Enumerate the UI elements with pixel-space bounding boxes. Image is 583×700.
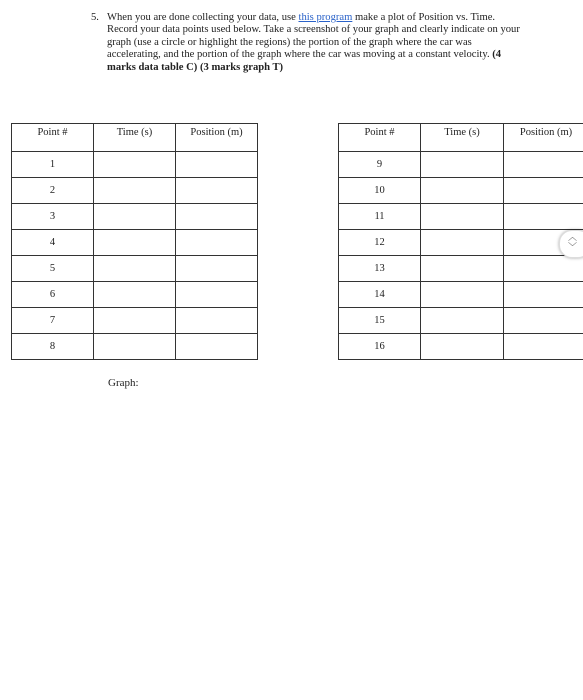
table-row [339,256,583,282]
position-cell[interactable] [176,204,258,230]
position-cell[interactable] [176,178,258,204]
table-row [339,178,583,204]
point-cell: 14 [339,282,421,308]
table-row [12,308,258,334]
position-cell[interactable] [504,308,583,334]
time-cell[interactable] [421,308,504,334]
question-text-start: When you are done collecting your data, use [107,12,299,23]
table-row [339,204,583,230]
graph-label: Graph: [108,377,139,389]
header-time: Time (s) [421,124,504,152]
point-cell: 1 [12,152,94,178]
point-cell: 9 [339,152,421,178]
table-row [12,204,258,230]
point-cell: 15 [339,308,421,334]
time-cell[interactable] [421,256,504,282]
chevron-down-icon[interactable]: ﹀ [568,243,578,253]
point-cell: 4 [12,230,94,256]
time-cell[interactable] [421,230,504,256]
point-cell: 8 [12,334,94,360]
position-cell[interactable] [504,334,583,360]
point-cell: 11 [339,204,421,230]
table-row [12,230,258,256]
position-cell[interactable] [176,256,258,282]
table-row [12,152,258,178]
marks-text: (4 marks data table C) (3 marks graph T) [107,49,502,73]
position-cell[interactable] [504,178,583,204]
position-cell[interactable] [176,334,258,360]
header-position: Position (m) [176,124,258,152]
table-header-row [12,124,258,152]
time-cell[interactable] [421,282,504,308]
position-cell[interactable] [176,152,258,178]
table-row [339,152,583,178]
table-row [339,230,583,256]
data-table-right [338,123,583,360]
data-table-left [11,123,258,360]
table-header-row [339,124,583,152]
point-cell: 5 [12,256,94,282]
position-cell[interactable] [176,230,258,256]
point-cell: 13 [339,256,421,282]
position-cell[interactable] [176,282,258,308]
time-cell[interactable] [94,256,176,282]
position-cell[interactable] [176,308,258,334]
table-row [12,256,258,282]
position-cell[interactable] [504,282,583,308]
point-cell: 12 [339,230,421,256]
table-row [339,308,583,334]
time-cell[interactable] [94,282,176,308]
time-cell[interactable] [94,230,176,256]
time-cell[interactable] [421,152,504,178]
time-cell[interactable] [94,308,176,334]
table-row [12,334,258,360]
time-cell[interactable] [94,204,176,230]
point-cell: 10 [339,178,421,204]
table-row [12,178,258,204]
position-cell[interactable] [504,256,583,282]
program-link[interactable]: this program [298,12,353,23]
time-cell[interactable] [421,178,504,204]
question-text-end: make a plot of Position vs. Time. Record your data points used below. Take a screenshot of your graph and clearly indicate on your graph (use a circle or highlight the regions) the portion of the graph where the car was accelerating, and the portion of the graph where the car was moving at a constant velocity. [107,12,520,61]
question-text [107,12,521,74]
time-cell[interactable] [421,204,504,230]
question-number: 5. [91,12,99,23]
table-row [339,282,583,308]
point-cell: 7 [12,308,94,334]
time-cell[interactable] [421,334,504,360]
table-row [339,334,583,360]
point-cell: 2 [12,178,94,204]
header-time: Time (s) [94,124,176,152]
position-cell[interactable] [504,204,583,230]
point-cell: 3 [12,204,94,230]
time-cell[interactable] [94,334,176,360]
point-cell: 16 [339,334,421,360]
chevron-up-icon[interactable]: ︿ [568,233,578,243]
time-cell[interactable] [94,178,176,204]
position-cell[interactable] [504,152,583,178]
point-cell: 6 [12,282,94,308]
question-5 [91,12,521,74]
time-cell[interactable] [94,152,176,178]
header-point: Point # [339,124,421,152]
table-row [12,282,258,308]
scroll-control[interactable] [559,230,583,258]
header-point: Point # [12,124,94,152]
header-position: Position (m) [504,124,583,152]
